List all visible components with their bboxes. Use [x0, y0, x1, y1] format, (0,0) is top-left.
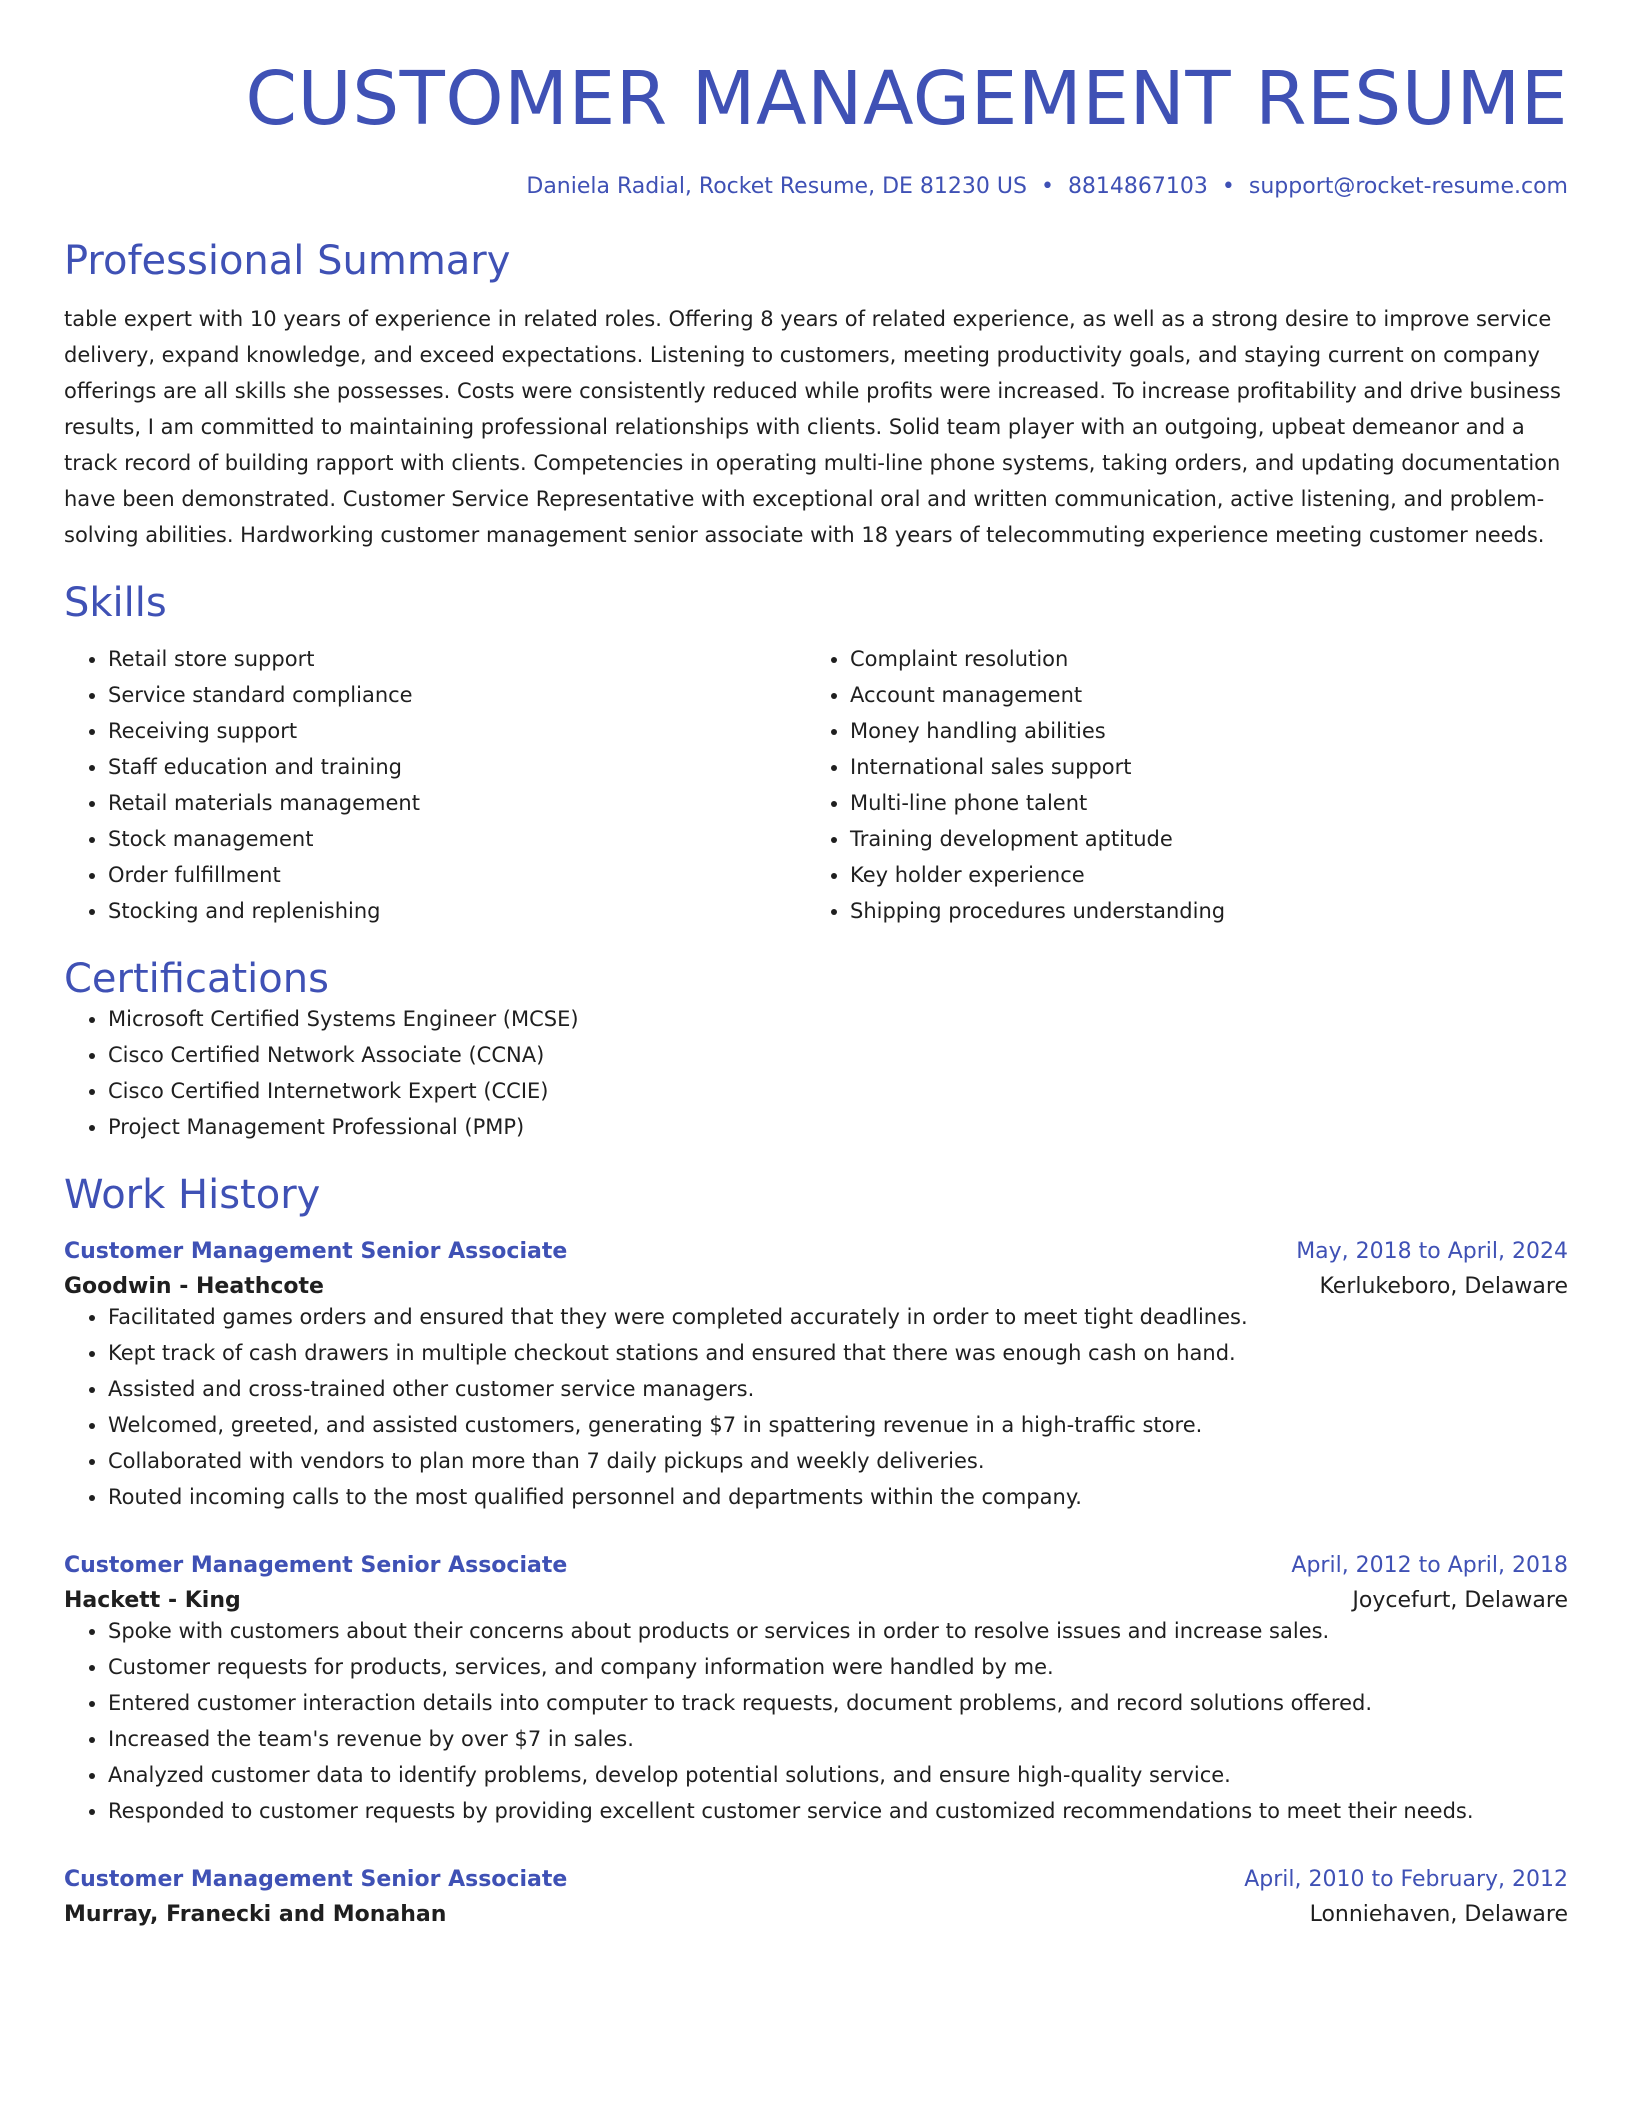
- job-duties-list: [64, 1613, 1568, 1829]
- certification-item: • Cisco Certified Internetwork Expert (CCIE): [108, 1073, 1568, 1109]
- job-duty-item: • Responded to customer requests by providing excellent customer service and customized recommendations to meet their needs.: [108, 1793, 1568, 1829]
- job-location: Kerlukeboro, Delaware: [1319, 1274, 1568, 1299]
- contact-separator: •: [1040, 174, 1054, 199]
- job-dates: April, 2012 to April, 2018: [1291, 1553, 1568, 1578]
- skill-item: • Stock management: [108, 821, 806, 857]
- job-duties-list: [64, 1299, 1568, 1515]
- job-employer: Hackett - King: [64, 1588, 241, 1613]
- job-title: Customer Management Senior Associate: [64, 1867, 568, 1892]
- job-duty-item: • Collaborated with vendors to plan more than 7 daily pickups and weekly deliveries.: [108, 1443, 1568, 1479]
- job-duty-item: • Facilitated games orders and ensured that they were completed accurately in order to meet tight deadlines.: [108, 1299, 1568, 1335]
- job-title-row: [64, 1867, 1568, 1892]
- job-duty-item: • Customer requests for products, services, and company information were handled by me.: [108, 1649, 1568, 1685]
- skill-item: • Retail store support: [108, 641, 806, 677]
- skill-item: • Shipping procedures understanding: [850, 893, 1548, 929]
- skill-item: • Key holder experience: [850, 857, 1548, 893]
- job-duty-item: • Routed incoming calls to the most qualified personnel and departments within the company.: [108, 1479, 1568, 1515]
- job-employer: Goodwin - Heathcote: [64, 1274, 324, 1299]
- skill-item: • Complaint resolution: [850, 641, 1548, 677]
- contact-email: support@rocket-resume.com: [1248, 174, 1568, 199]
- resume-page: [64, 0, 1568, 1927]
- job-dates: April, 2010 to February, 2012: [1244, 1867, 1568, 1892]
- job-title: Customer Management Senior Associate: [64, 1553, 568, 1578]
- work-history-heading: Work History: [64, 1172, 321, 1218]
- summary-text: table expert with 10 years of experience in related roles. Offering 8 years of related experience, as well as a strong desire to improve service delivery, expand knowledge, and exceed expectations. Listening to customers, meeting productivity goals, and staying current on company offerings are all skills she possesses. Costs were consistently reduced while profits were increased. To increase profitability and drive business results, I am committed to maintaining professional relationships with clients. Solid team player with an outgoing, upbeat demeanor and a track record of building rapport with clients. Competencies in operating multi-line phone systems, taking orders, and updating documentation have been demonstrated. Customer Service Representative with exceptional oral and written communication, active listening, and problem-solving abilities. Hardworking customer management senior associate with 18 years of telecommuting experience meeting customer needs.: [64, 307, 1561, 547]
- job-entry: [64, 1553, 1568, 1829]
- skill-item: • Staff education and training: [108, 749, 806, 785]
- skills-heading: Skills: [64, 580, 167, 626]
- job-duty-item: • Kept track of cash drawers in multiple checkout stations and ensured that there was enough cash on hand.: [108, 1335, 1568, 1371]
- skill-item: • Training development aptitude: [850, 821, 1548, 857]
- skill-item: • Retail materials management: [108, 785, 806, 821]
- certification-item: • Cisco Certified Network Associate (CCNA): [108, 1037, 1568, 1073]
- job-employer-row: [64, 1264, 1568, 1299]
- job-entry: [64, 1867, 1568, 1927]
- job-employer: Murray, Franecki and Monahan: [64, 1902, 447, 1927]
- job-title-row: [64, 1239, 1568, 1264]
- resume-title: CUSTOMER MANAGEMENT RESUME: [245, 56, 1568, 142]
- skill-item: • Service standard compliance: [108, 677, 806, 713]
- certification-item: • Microsoft Certified Systems Engineer (MCSE): [108, 1001, 1568, 1037]
- certifications-list: [64, 1001, 1568, 1145]
- job-duty-item: • Analyzed customer data to identify problems, develop potential solutions, and ensure high-quality service.: [108, 1757, 1568, 1793]
- skill-item: • Stocking and replenishing: [108, 893, 806, 929]
- summary-heading: Professional Summary: [64, 238, 511, 284]
- contact-phone: 8814867103: [1067, 174, 1208, 199]
- skill-item: • Order fulfillment: [108, 857, 806, 893]
- skill-item: • Receiving support: [108, 713, 806, 749]
- job-duty-item: • Assisted and cross-trained other customer service managers.: [108, 1371, 1568, 1407]
- skills-list-right: [806, 641, 1548, 929]
- certification-item: • Project Management Professional (PMP): [108, 1109, 1568, 1145]
- skill-item: • Multi-line phone talent: [850, 785, 1548, 821]
- skills-grid: [64, 641, 1568, 929]
- job-duty-item: • Entered customer interaction details into computer to track requests, document problems, and record solutions offered.: [108, 1685, 1568, 1721]
- skills-list-left: [64, 641, 806, 929]
- skill-item: • Money handling abilities: [850, 713, 1548, 749]
- skills-column-right: [806, 641, 1548, 929]
- job-entry: [64, 1239, 1568, 1515]
- job-duty-item: • Increased the team's revenue by over $7 in sales.: [108, 1721, 1568, 1757]
- skill-item: • International sales support: [850, 749, 1548, 785]
- job-employer-row: [64, 1892, 1568, 1927]
- skill-item: • Account management: [850, 677, 1548, 713]
- job-location: Lonniehaven, Delaware: [1309, 1902, 1568, 1927]
- certifications-heading: Certifications: [64, 956, 329, 1002]
- contact-separator: •: [1221, 174, 1235, 199]
- contact-address: Daniela Radial, Rocket Resume, DE 81230 US: [526, 174, 1027, 199]
- job-title: Customer Management Senior Associate: [64, 1239, 568, 1264]
- job-title-row: [64, 1553, 1568, 1578]
- skills-column-left: [64, 641, 806, 929]
- job-employer-row: [64, 1578, 1568, 1613]
- contact-line: [64, 174, 1568, 199]
- job-location: Joycefurt, Delaware: [1352, 1588, 1568, 1613]
- job-duty-item: • Spoke with customers about their concerns about products or services in order to resolve issues and increase sales.: [108, 1613, 1568, 1649]
- job-duty-item: • Welcomed, greeted, and assisted customers, generating $7 in spattering revenue in a high-traffic store.: [108, 1407, 1568, 1443]
- job-dates: May, 2018 to April, 2024: [1296, 1239, 1568, 1264]
